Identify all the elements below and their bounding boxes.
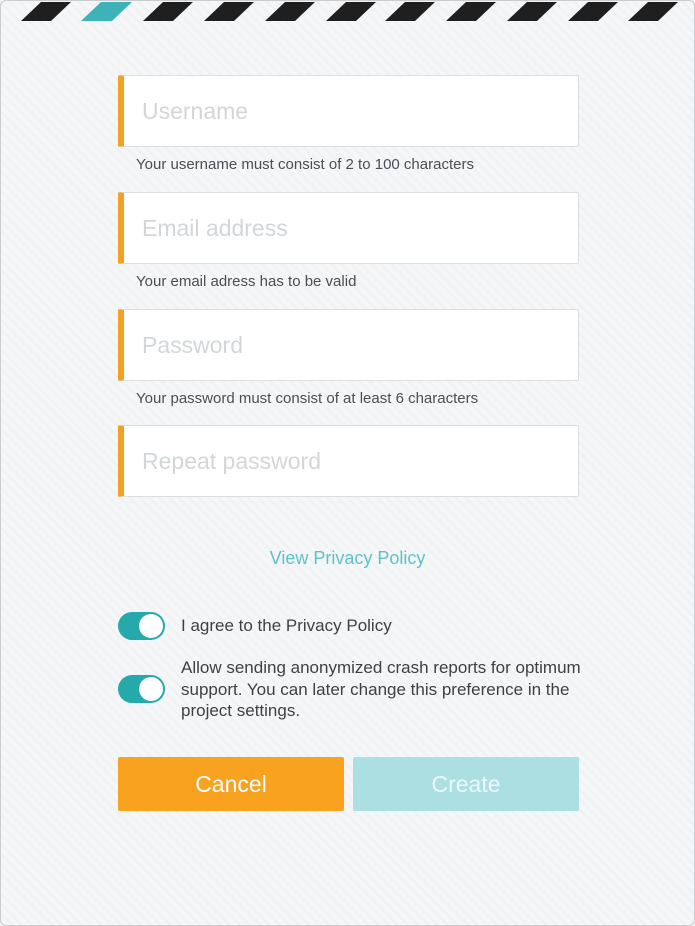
header-stripes-decoration (1, 1, 694, 23)
username-input[interactable] (142, 76, 562, 146)
password-hint: Your password must consist of at least 6 characters (136, 390, 479, 407)
email-input[interactable] (142, 193, 562, 263)
crash-reports-label: Allow sending anonymized crash reports for optimum support. You can later change this preference in the project settings. (181, 658, 581, 720)
create-button[interactable]: Create (353, 757, 579, 811)
email-hint: Your email adress has to be valid (136, 273, 357, 290)
crash-reports-toggle[interactable] (118, 675, 165, 703)
repeat-password-input[interactable] (142, 426, 562, 496)
agree-privacy-label: I agree to the Privacy Policy (181, 616, 392, 635)
view-privacy-policy-link[interactable]: View Privacy Policy (269, 548, 426, 568)
password-field (118, 309, 579, 381)
username-hint: Your username must consist of 2 to 100 characters (136, 156, 474, 173)
toggle-knob (139, 614, 163, 638)
username-field (118, 75, 579, 147)
repeat-password-field (118, 425, 579, 497)
toggle-knob (139, 677, 163, 701)
agree-privacy-toggle[interactable] (118, 612, 165, 640)
password-input[interactable] (142, 310, 562, 380)
email-field (118, 192, 579, 264)
cancel-button[interactable]: Cancel (118, 757, 344, 811)
